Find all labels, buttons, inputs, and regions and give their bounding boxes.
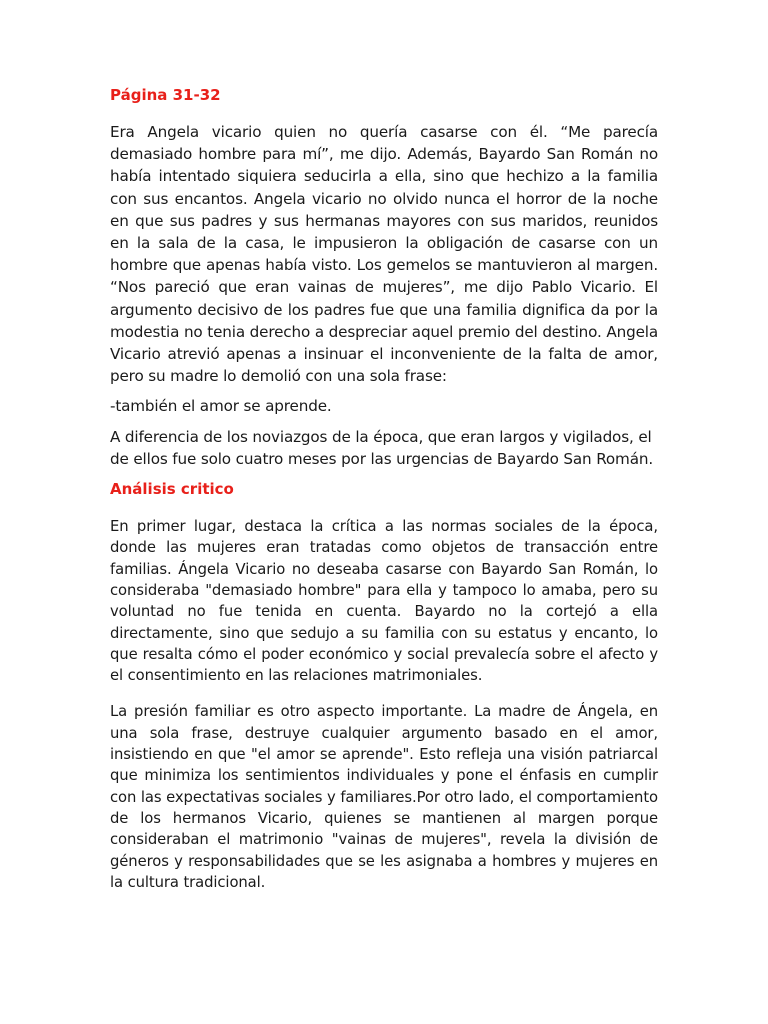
body-paragraph-1: Era Angela vicario quien no quería casarse con él. “Me parecía demasiado hombre para mí”, me dijo. Además, Bayardo San Román no había intentado siquiera seducirla a ella, sino que hechizo a la familia con sus encantos. Angela vicario no olvido nunca el horror de la noche en que sus padres y sus hermanas mayores con sus maridos, reunidos en la sala de la casa, le impusieron la obligación de casarse con un hombre que apenas había visto. Los gemelos se mantuvieron al margen. “Nos pareció que eran vainas de mujeres”, me dijo Pablo Vicario. El argumento decisivo de los padres fue que una familia dignifica da por la modestia no tenia derecho a despreciar aquel premio del destino. Angela Vicario atrevió apenas a insinuar el inconveniente de la falta de amor, pero su madre lo demolió con una sola frase: xyxy=(110,123,658,386)
analysis-paragraph-1: En primer lugar, destaca la crítica a las normas sociales de la época, donde las mujeres eran tratadas como objetos de transacción entre familias. Ángela Vicario no deseaba casarse con Bayardo San Román, lo consideraba "demasiado hombre" para ella y tampoco lo amaba, pero su voluntad no fue tenida en cuenta. Bayardo no la cortejó a ella directamente, sino que sedujo a su familia con su estatus y encanto, lo que resalta cómo el poder económico y social prevalecía sobre el afecto y el consentimiento en las relaciones matrimoniales. xyxy=(110,518,658,685)
analysis-paragraph-2: La presión familiar es otro aspecto importante. La madre de Ángela, en una sola frase, destruye cualquier argumento basado en el amor, insistiendo en que "el amor se aprende". Esto refleja una visión patriarcal que minimiza los sentimientos individuales y pone el énfasis en cumplir con las expectativas sociales y familiares.Por otro lado, el comportamiento de los hermanos Vicario, quienes se mantienen al margen porque consideraban el matrimonio "vainas de mujeres", revela la división de géneros y responsabilidades que se les asignaba a hombres y mujeres en la cultura tradicional. xyxy=(110,703,658,891)
page-heading: Página 31-32 xyxy=(110,86,221,104)
body-paragraph-3: A diferencia de los noviazgos de la época, que eran largos y vigilados, el de ellos fue solo cuatro meses por las urgencias de Bayardo San Román. xyxy=(110,427,654,468)
analysis-heading: Análisis critico xyxy=(110,480,234,499)
document-page xyxy=(110,84,658,893)
body-paragraph-2: -también el amor se aprende. xyxy=(110,397,332,416)
